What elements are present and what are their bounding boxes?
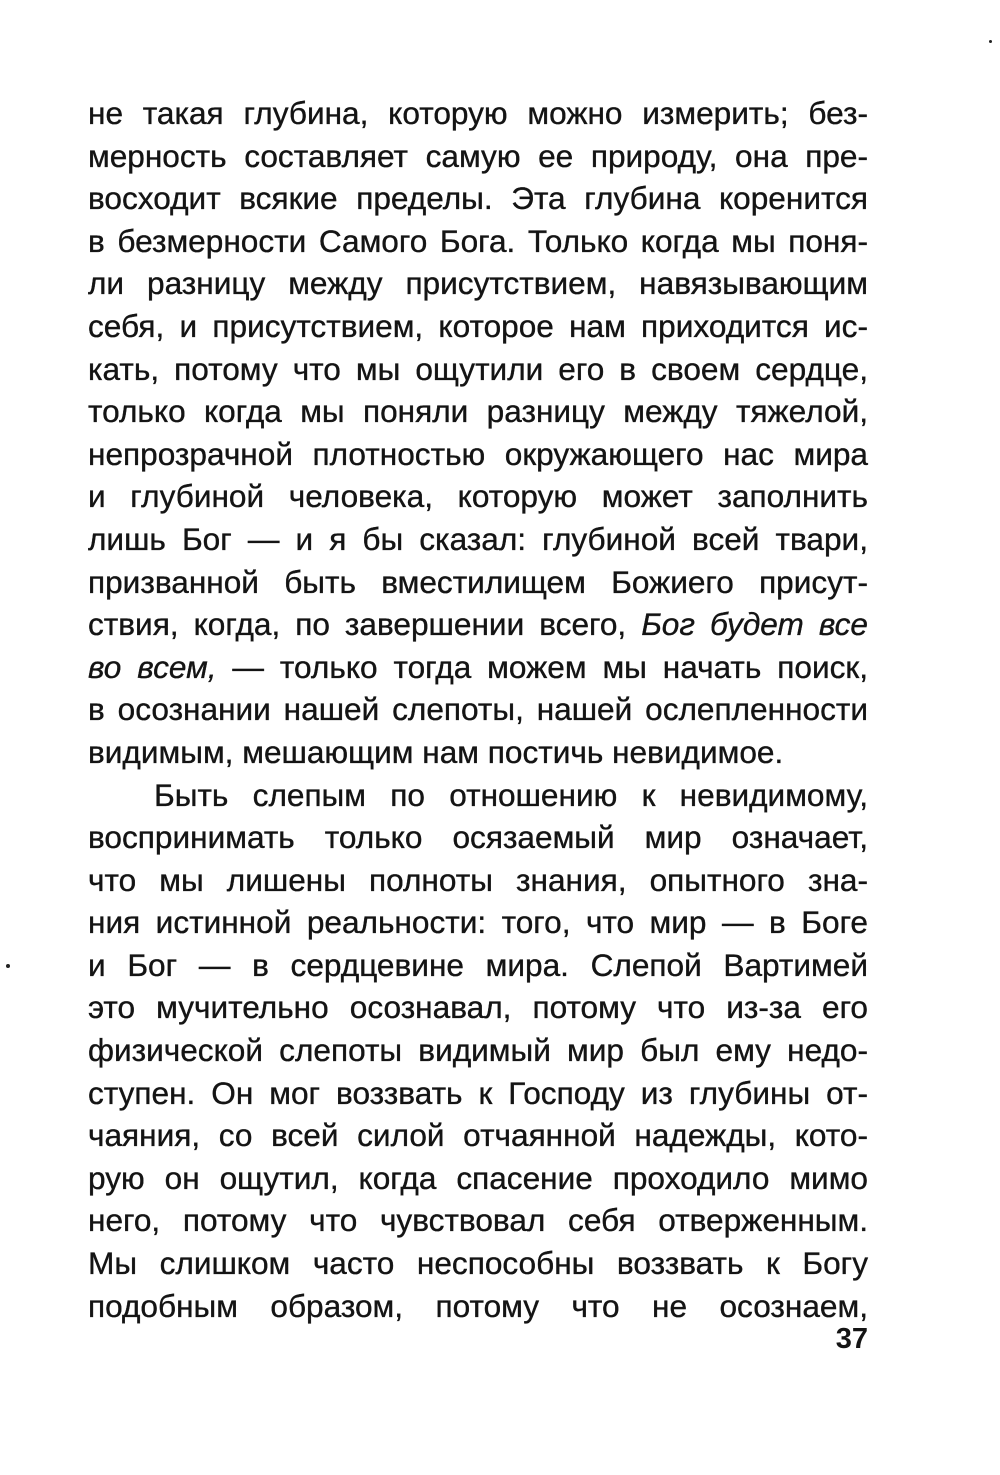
text-line: воспринимать только осязаемый мир означает, — [88, 819, 868, 856]
text-line: Мы слишком часто неспособны воззвать к Богу — [88, 1245, 868, 1282]
text-line: ступен. Он мог воззвать к Господу из глубины от- — [88, 1074, 868, 1111]
text-line: призванной быть вместилищем Божиего присут- — [88, 563, 868, 600]
text-line: мерность составляет самую ее природу, она пре- — [88, 137, 868, 174]
scan-speck — [6, 964, 10, 968]
text-line: кать, потому что мы ощутили его в своем сердце, — [88, 350, 868, 387]
text-line: подобным образом, потому что не осознаем, — [88, 1287, 868, 1324]
italic-quote: во всем, — [88, 648, 217, 685]
text-line: него, потому что чувствовал себя отверженным. — [88, 1202, 868, 1239]
text-line: ния истинной реальности: того, что мир — в Боге — [88, 904, 868, 941]
text-line: лишь Бог — и я бы сказал: глубиной всей твари, — [88, 520, 868, 557]
text-line — [88, 646, 868, 689]
text-line: себя, и присутствием, которое нам приходится ис- — [88, 307, 868, 344]
text-line: не такая глубина, которую можно измерить; без- — [88, 95, 868, 131]
page-number: 37 — [835, 1323, 868, 1355]
scan-speck — [989, 40, 992, 43]
text-line: Быть слепым по отношению к невидимому, — [154, 776, 868, 813]
text-line: в безмерности Самого Бога. Только когда мы поня- — [88, 222, 868, 259]
text-line: видимым, мешающим нам постичь невидимое. — [88, 733, 784, 770]
text-line: это мучительно осознавал, потому что из-за его — [88, 989, 868, 1026]
text-line: восходит всякие пределы. Эта глубина коренится — [88, 180, 868, 217]
text-line: что мы лишены полноты знания, опытного зна- — [88, 861, 868, 898]
text-line: ли разницу между присутствием, навязывающим — [88, 265, 868, 302]
text-line: чаяния, со всей силой отчаянной надежды, кото- — [88, 1117, 868, 1154]
text-line: и Бог — в сердцевине мира. Слепой Вартимей — [88, 946, 868, 983]
text-line: только когда мы поняли разницу между тяжелой, — [88, 393, 868, 430]
text-line: физической слепоты видимый мир был ему недо- — [88, 1032, 868, 1069]
text-fragment: — только тогда можем мы начать поиск, — [216, 648, 868, 685]
text-line: рую он ощутил, когда спасение проходило мимо — [88, 1159, 868, 1196]
body-text — [88, 92, 868, 1327]
text-line — [88, 603, 868, 646]
text-line: и глубиной человека, которую может заполнить — [88, 478, 868, 515]
italic-quote: Бог будет все — [641, 606, 868, 643]
text-line: непрозрачной плотностью окружающего нас мира — [88, 435, 868, 472]
text-fragment: ствия, когда, по завершении всего, — [88, 606, 642, 643]
text-line: в осознании нашей слепоты, нашей ослепленности — [88, 691, 868, 728]
